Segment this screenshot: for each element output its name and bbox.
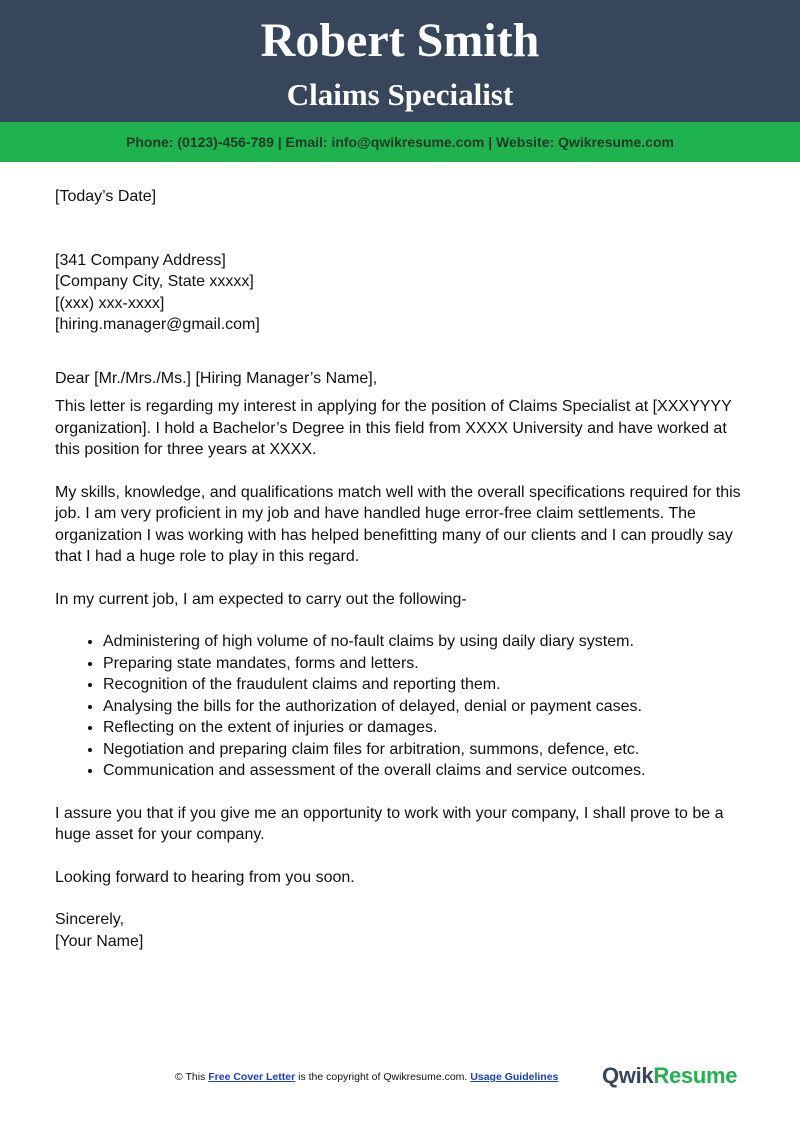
- address-line: [341 Company Address]: [55, 251, 226, 269]
- paragraph-assurance: I assure you that if you give me an opportunity to work with your company, I shall prove to be a huge asset for your company.: [55, 804, 724, 843]
- address-line: [Company City, State xxxxx]: [55, 273, 254, 290]
- duty-item: • Reflecting on the extent of injuries or damages.: [103, 717, 755, 739]
- qwikresume-logo: [602, 1063, 737, 1089]
- closing-line: Looking forward to hearing from you soon.: [55, 868, 355, 886]
- duties-list: [55, 631, 755, 782]
- logo-part-resume: Resume: [653, 1063, 738, 1088]
- footer: [0, 1062, 800, 1092]
- duty-item: • Preparing state mandates, forms and letters.: [103, 653, 755, 675]
- letter-date: [Today’s Date]: [55, 188, 157, 205]
- duty-item: • Analysing the bills for the authorization of delayed, denial or payment cases.: [103, 696, 755, 718]
- greeting: Dear [Mr./Mrs./Ms.] [Hiring Manager’s Name],: [55, 369, 378, 387]
- address-line: [(xxx) xxx-xxxx]: [55, 294, 165, 312]
- candidate-name: Robert Smith: [260, 14, 540, 67]
- letter-body: [55, 186, 755, 952]
- logo-part-qwik: Qwik: [602, 1063, 654, 1088]
- contact-bar: Phone: (0123)-456-789 | Email: info@qwikresume.com | Website: Qwikresume.com: [0, 122, 800, 162]
- address-line: [hiring.manager@gmail.com]: [55, 316, 260, 333]
- job-title: Claims Specialist: [286, 77, 514, 112]
- duty-item: • Administering of high volume of no-fault claims by using daily diary system.: [103, 631, 755, 653]
- duty-item: • Communication and assessment of the overall claims and service outcomes.: [103, 760, 755, 782]
- header-banner: [0, 0, 800, 122]
- free-cover-letter-link[interactable]: Free Cover Letter: [208, 1071, 296, 1083]
- copyright-prefix: © This: [175, 1071, 206, 1083]
- copyright-notice: [175, 1071, 558, 1083]
- recipient-address: [55, 250, 755, 336]
- paragraph-intro: This letter is regarding my interest in applying for the position of Claims Specialist at [XXXYYYY organization]. I hold a Bachelor’s Degree in this field from XXXX University and have worked at this position for three years at XXXX.: [55, 398, 732, 458]
- usage-guidelines-link[interactable]: Usage Guidelines: [470, 1071, 559, 1083]
- duty-item: • Negotiation and preparing claim files for arbitration, summons, defence, etc.: [103, 739, 755, 761]
- duties-intro: In my current job, I am expected to carry out the following-: [55, 590, 467, 608]
- paragraph-skills: My skills, knowledge, and qualifications match well with the overall specifications required for this job. I am very proficient in my job and have handled huge error-free claim settlements. The organization I was working with has helped benefitting many of our clients and I can proudly say that I had a huge role to play in this regard.: [55, 483, 741, 565]
- signature: [Your Name]: [55, 932, 144, 950]
- copyright-middle: is the copyright of Qwikresume.com.: [298, 1071, 468, 1083]
- duty-item: • Recognition of the fraudulent claims and reporting them.: [103, 674, 755, 696]
- signoff: Sincerely,: [55, 911, 125, 928]
